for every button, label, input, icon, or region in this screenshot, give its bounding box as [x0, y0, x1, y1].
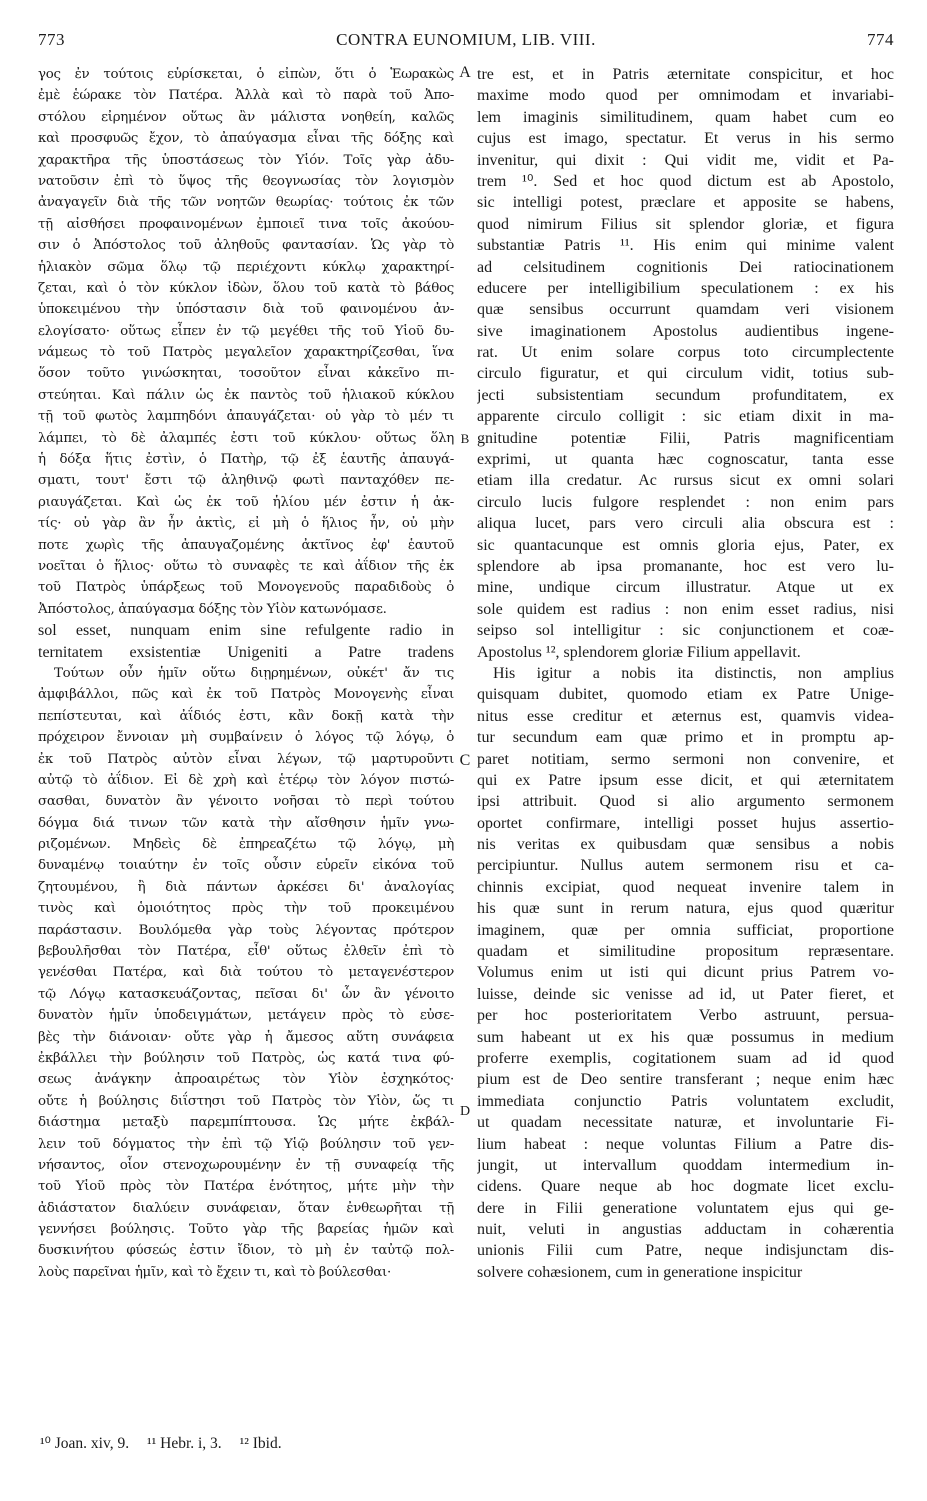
text-line: πεπίστευται, καὶ ἀΐδιός ἐστι, κἂν δοκῇ κατὰ τὴν	[38, 708, 454, 724]
text-line: ipsi attribuit. Quod si alio argumento sermonem	[477, 793, 894, 811]
text-line: pium est de Deo sentire transferant ; neque enim hæc	[477, 1071, 894, 1089]
text-line: τοῦ Υἱοῦ πρὸς τὸν Πατέρα ἑνότητος, μήτε μὴν τὴν	[38, 1179, 454, 1195]
text-line: καὶ προσφυῶς ἔχον, τὸ ἀπαύγασμα εἶναι τῆς δόξης καὶ	[38, 131, 454, 147]
text-line: στόλου εἰρημένον οὕτως ἂν μάλιστα νοηθείη, καλῶς	[38, 109, 454, 125]
text-line: jungit, ut intervallum quoddam intermedium in-	[477, 1156, 894, 1174]
text-line: proferre exemplis, cogitationem suam ad id quod	[477, 1049, 894, 1067]
text-line: Apostolus ¹², splendorem gloriæ Filium appellavit.	[477, 643, 801, 661]
text-line: sic intelligi potest, præclare et apposite se habens,	[477, 194, 894, 212]
left-page-number: 773	[38, 30, 65, 49]
text-line: tur secundum eam quæ primo et in promptu ap-	[477, 729, 894, 747]
text-line: dere in Filii generatione voluntatem ejus qui ge-	[477, 1199, 894, 1217]
text-line: exprimi, ut quanta hæc cognoscatur, tanta esse	[477, 451, 894, 469]
text-line: Volumus enim ut isti qui dicunt prius Patrem vo-	[477, 964, 894, 982]
margin-mark-b: B	[460, 431, 470, 446]
text-line: oportet confirmare, intelligi posset hujus assertio-	[477, 814, 894, 832]
text-line: cidens. Quare neque ab hoc dogmate licet exclu-	[477, 1178, 894, 1196]
text-line: δυναμένῳ τοιαύτην ἐν τοῖς οὖσιν εὑρεῖν εἰκόνα τοῦ	[38, 858, 454, 874]
text-line: ἀμφιβάλλοι, πῶς καὶ ἐκ τοῦ Πατρὸς Μονογενὴς εἶναι	[38, 687, 454, 703]
text-line: solvere cohæsionem, cum in generatione inspicitur	[477, 1263, 803, 1281]
text-line: οὔτε ἡ βούλησις διΐστησι τοῦ Πατρὸς τὸν Υἱὸν, ὥς τι	[38, 1093, 454, 1109]
footnotes	[40, 1434, 500, 1456]
text-line: πρόχειρον ἔννοιαν μὴ συμβαίνειν ὁ λόγος τῷ λόγῳ, ὁ	[38, 730, 454, 746]
text-line: σιν ὁ Ἀπόστολος τοῦ ἀληθοῦς φαντασίαν. Ὡς γὰρ τὸ	[38, 238, 454, 254]
text-line: chinnis excipiat, quod nequeat invenire talem in	[477, 878, 894, 896]
text-line: unionis Filii cum Patre, neque indisjunctam dis-	[477, 1242, 894, 1260]
text-line: nuit, veluti in angustias adductam in cohærentia	[477, 1221, 894, 1239]
text-line: mine, undique circum illustratur. Atque ut ex	[477, 579, 894, 597]
text-line: ὅσον τοῦτο γινώσκηται, τοσοῦτον εἶναι κἀκεῖνο πι-	[38, 366, 454, 382]
text-line: νάμεως τὸ τοῦ Πατρὸς μεγαλεῖον χαρακτηρίζεσθαι, ἵνα	[38, 345, 454, 361]
text-line: quadam et similitudine propositum repræsentare.	[477, 943, 894, 961]
text-line: ριαυγάζεται. Καὶ ὡς ἐκ τοῦ ἡλίου μέν ἐστιν ἡ ἀκ-	[38, 494, 454, 510]
text-line: educere per intelligibilium speculationem : ex his	[477, 279, 894, 297]
text-line: quæ sensibus occurrunt quamdam veri visionem	[477, 301, 894, 319]
text-line: splendore ab ipsa promanante, hoc est vero lu-	[477, 557, 894, 575]
right-page-number: 774	[867, 30, 894, 49]
text-line: sole quidem est radius : non enim esset radius, nisi	[477, 600, 894, 618]
text-line: λειν τοῦ δόγματος τὴν ἐπὶ τῷ Υἱῷ βούλησιν τοῦ γεν-	[38, 1136, 454, 1152]
text-line: nitus esse creditur et æternus est, quamvis videa-	[477, 707, 894, 725]
text-line: τινὸς καὶ ὁμοιότητος πρὸς τὴν τοῦ προκειμένου	[38, 901, 454, 917]
text-line: paret notitiam, sermo sermoni non convenire, et	[477, 750, 894, 768]
text-line: quisquam dubitet, quomodo etiam ex Patre Unige-	[477, 686, 894, 704]
text-line: δυσκινήτου φύσεώς ἐστιν ἴδιον, τὸ μὴ ἐν ταὐτῷ πολ-	[38, 1243, 454, 1259]
footnote-11: ¹¹ Hebr. i, 3.	[146, 1435, 222, 1452]
margin-mark-a: A	[459, 64, 471, 81]
text-line: Ἀπόστολος, ἀπαύγασμα δόξης τὸν Υἱὸν κατωνόμασε.	[38, 601, 387, 617]
text-line: βεβουλῆσθαι τὸν Πατέρα, εἶθ' οὕτως ἐλθεῖν ἐπὶ τὸ	[38, 944, 454, 960]
text-line: ut quadam necessitate naturæ, et involuntarie Fi-	[477, 1114, 894, 1132]
text-line: τῇ αἰσθήσει προφαινομένων ἐμποιεῖ τινα τοῖς ἀκούου-	[38, 216, 454, 232]
text-line: ελογίσατο· οὕτως εἶπεν ἐν τῷ μεγέθει τῆς τοῦ Υἱοῦ δυ-	[38, 323, 454, 339]
text-line: χαρακτῆρα τῆς ὑποστάσεως τὸν Υἱόν. Τοῖς γὰρ ἀδυ-	[38, 152, 454, 168]
text-line: quod nimirum Filius sit splendor gloriæ, et figura	[477, 215, 894, 233]
text-line: γος ἐν τούτοις εὑρίσκεται, ὁ εἰπὼν, ὅτι ὁ Ἑωρακὼς	[38, 67, 454, 82]
text-line: his quæ sunt in rerum natura, ejus quod quæritur	[477, 900, 894, 918]
text-line: ἡλιακὸν σῶμα ὅλῳ τῷ περιέχοντι κύκλῳ χαρακτηρί-	[38, 259, 454, 275]
text-line: ζεται, καὶ ὁ τὸν κύκλον ἰδὼν, ὅλου τοῦ κατὰ τὸ βάθος	[38, 280, 454, 296]
text-line: ὑποκειμένου τὴν ὑπόστασιν διὰ τοῦ φαινομένου ἀν-	[38, 302, 454, 318]
text-line: seipso sol intelligitur : sic conjunctionem et coæ-	[477, 622, 894, 640]
text-line: ποτε χωρὶς τῆς ἀπαυγαζομένης ἀκτῖνος ἐφ' ἑαυτοῦ	[38, 537, 454, 553]
page-header	[38, 30, 894, 56]
text-line: qui ex Patre ipsum esse dicit, et qui æternitatem	[477, 771, 894, 789]
text-line: substantiæ Patris ¹¹. His enim qui minime valent	[477, 237, 894, 255]
text-line: νατοῦσιν ἐπὶ τὸ ὕψος τῆς θεογνωσίας τὸν λογισμὸν	[38, 173, 454, 189]
text-line: immediata conjunctio Patris voluntatem excludit,	[477, 1092, 894, 1110]
text-line: δυνατὸν ἡμῖν ὑποδειγμάτων, μετάγειν πρὸς τὸ εὐσε-	[38, 1008, 454, 1024]
text-line: percipiuntur. Nullus autem sermonem risu et ca-	[477, 857, 894, 875]
text-line: ἐκβάλλει τὴν βούλησιν τοῦ Πατρὸς, ὡς κατά τινα φύ-	[38, 1050, 454, 1066]
text-line: σεως ἀνάγκην ἀπροαιρέτως τὸν Υἱὸν ἐσχηκότος·	[38, 1072, 454, 1088]
text-line: διάστημα μεταξὺ παρεμπίπτουσα. Ὡς μήτε ἐκβάλ-	[38, 1115, 454, 1131]
text-line: His igitur a nobis ita distinctis, non amplius	[493, 664, 894, 682]
text-line: sum habeant ut ex his quæ possumus in medium	[477, 1028, 894, 1046]
text-line: τίς· οὐ γὰρ ἂν ἦν ἀκτὶς, εἰ μὴ ὁ ἥλιος ἦν, οὐ μὴν	[38, 516, 454, 532]
text-line: gnitudine potentiæ Filii, Patris magnificentiam	[477, 429, 894, 447]
text-line: ἀδιάστατον διαλύειν συνάφειαν, ὅταν ἐνθεωρῆται τῇ	[38, 1200, 454, 1216]
text-line: λάμπει, τὸ δὲ ἀλαμπές ἐστι τοῦ κύκλου· οὕτως ὅλη	[38, 430, 454, 446]
latin-text-column	[477, 64, 894, 1283]
text-line: luisse, deinde sic venisse ad id, ut Pater fieret, et	[477, 985, 894, 1003]
text-line: nis veritas ex quibusdam quæ sensibus a nobis	[477, 836, 894, 854]
text-line: γεννήσει βούλησις. Τοῦτο γὰρ τῆς βαρείας ἡμῶν καὶ	[38, 1222, 454, 1238]
text-line: tre est, et in Patris æternitate conspicitur, et hoc	[477, 66, 894, 83]
text-line: cujus est imago, spectatur. Et verus in his sermo	[477, 130, 894, 148]
text-line: σασθαι, δυνατὸν ἂν γένοιτο νοῆσαι τὸ περὶ τούτου	[38, 794, 454, 810]
text-line: sic quantacunque est omnis gloria ejus, Pater, ex	[477, 536, 894, 554]
text-line: lem imaginis similitudinem, quam habet cum eo	[477, 108, 894, 126]
text-line: τοῦ Πατρὸς ὑπάρξεως τοῦ Μονογενοῦς παραδιδοὺς ὁ	[38, 580, 454, 596]
text-line: τῷ Λόγῳ κατασκευάζοντας, πεῖσαι δι' ὧν ἂν γένοιτο	[38, 986, 454, 1002]
text-line: ἐμὲ ἑώρακε τὸν Πατέρα. Ἀλλὰ καὶ τὸ παρὰ τοῦ Ἀπο-	[38, 88, 454, 104]
text-line: apparente circulo colligit : sic etiam dixit in ma-	[477, 408, 894, 426]
text-line: Τούτων οὖν ἡμῖν οὕτω διῃρημένων, οὐκέτ' ἄν τις	[54, 665, 454, 681]
text-line: τῇ τοῦ φωτὸς λαμπηδόνι ἀπαυγάζεται· οὐ γὰρ τὸ μέν τι	[38, 409, 454, 425]
text-line: maxime modo quod per omnimodam et invariabi-	[477, 87, 894, 105]
footnote-10: ¹⁰ Joan. xiv, 9.	[40, 1435, 130, 1452]
text-line: jecti subsistentiam secundum profunditatem, ex	[477, 386, 894, 404]
text-line: circulo figuratur, et qui circulum vidit, totius sub-	[477, 365, 894, 383]
text-line: trem ¹⁰. Sed et hoc quod dictum est ab Apostolo,	[477, 172, 894, 190]
text-line: αὐτῷ τὸ ἀΐδιον. Εἰ δὲ χρὴ καὶ ἑτέρῳ τὸν λόγον πιστώ-	[38, 772, 454, 788]
text-line: ἐκ τοῦ Πατρὸς αὐτὸν εἶναι λέγων, τῷ μαρτυροῦντι	[38, 751, 454, 767]
text-line: ἀναγαγεῖν διὰ τῆς τῶν νοητῶν θεωρίας· τούτοις ἐκ τῶν	[38, 195, 454, 211]
text-line: etiam illa credatur. Ac rursus sicut ex omni solari	[477, 472, 894, 490]
greek-text-column	[38, 64, 454, 1283]
text-line: imaginem, quæ per omnia sufficiat, proportione	[477, 921, 894, 939]
text-line: νοεῖται ὁ ἥλιος· οὕτω τὸ συναφὲς τε καὶ ἀΐδιον τῆς ἐκ	[38, 558, 454, 574]
footnote-12: ¹² Ibid.	[239, 1435, 282, 1452]
running-title: CONTRA EUNOMIUM, LIB. VIII.	[336, 30, 596, 49]
text-line: ad celsitudinem cognitionis Dei ratiocinationem	[477, 258, 894, 276]
text-line: ternitatem exsistentiæ Unigeniti a Patre tradens	[38, 643, 454, 661]
text-line: circulo lucis fulgore resplendet : non enim pars	[477, 493, 894, 511]
text-line: δόγμα διά τινων τῶν κατὰ τὴν αἴσθησιν ἡμῖν γνω-	[38, 815, 454, 831]
margin-mark-c: C	[459, 752, 471, 769]
text-line: invenitur, qui dixit : Qui vidit me, vidit et Pa-	[477, 151, 894, 169]
text-line: ἡ δόξα ἥτις ἐστὶν, ὁ Πατὴρ, τῷ ἐξ ἑαυτῆς ἀπαυγά-	[38, 452, 454, 468]
text-line: λοὺς παρεῖναι ἡμῖν, καὶ τὸ ἔχειν τι, καὶ τὸ βούλεσθαι·	[38, 1264, 391, 1280]
text-line: νήσαντος, οἷον στενοχωρουμένην ἐν τῇ συναφείᾳ τῆς	[38, 1157, 454, 1173]
text-line: στεύηται. Καὶ πάλιν ὡς ἐκ παντὸς τοῦ ἡλιακοῦ κύκλου	[38, 387, 454, 403]
text-line: per hoc posterioritatem Verbo astruunt, persua-	[477, 1007, 894, 1025]
text-line: sive imaginationem Apostolus audientibus ingene-	[477, 322, 894, 340]
text-line: γενέσθαι Πατέρα, καὶ διὰ τούτου τὸ μεταγενέστερον	[38, 965, 454, 981]
text-line: aliqua lucet, pars vero circuli alia obscura est :	[477, 515, 894, 533]
text-line: ζητουμένου, ἢ διὰ πάντων ἀρκέσει δι' ἀναλογίας	[38, 879, 454, 895]
text-line: rat. Ut enim solare corpus toto circumplectente	[477, 344, 894, 362]
text-line: σματι, τουτ' ἔστι τῷ ἀληθινῷ φωτὶ πανταχόθεν πε-	[38, 473, 454, 489]
text-line: sol esset, nunquam enim sine refulgente radio in	[38, 622, 454, 640]
text-line: παράστασιν. Βουλόμεθα γὰρ τοὺς λέγοντας πρότερον	[38, 922, 454, 938]
text-line: βὲς τὴν διάνοιαν· οὔτε γὰρ ἡ ἄμεσος αὕτη συνάφεια	[38, 1029, 454, 1045]
text-line: lium habeat : neque voluntas Filium a Patre dis-	[477, 1135, 894, 1153]
margin-mark-d: D	[459, 1104, 471, 1119]
text-line: ριζομένων. Μηδεὶς δὲ ἐπηρεαζέτω τῷ λόγῳ, μὴ	[38, 837, 454, 853]
